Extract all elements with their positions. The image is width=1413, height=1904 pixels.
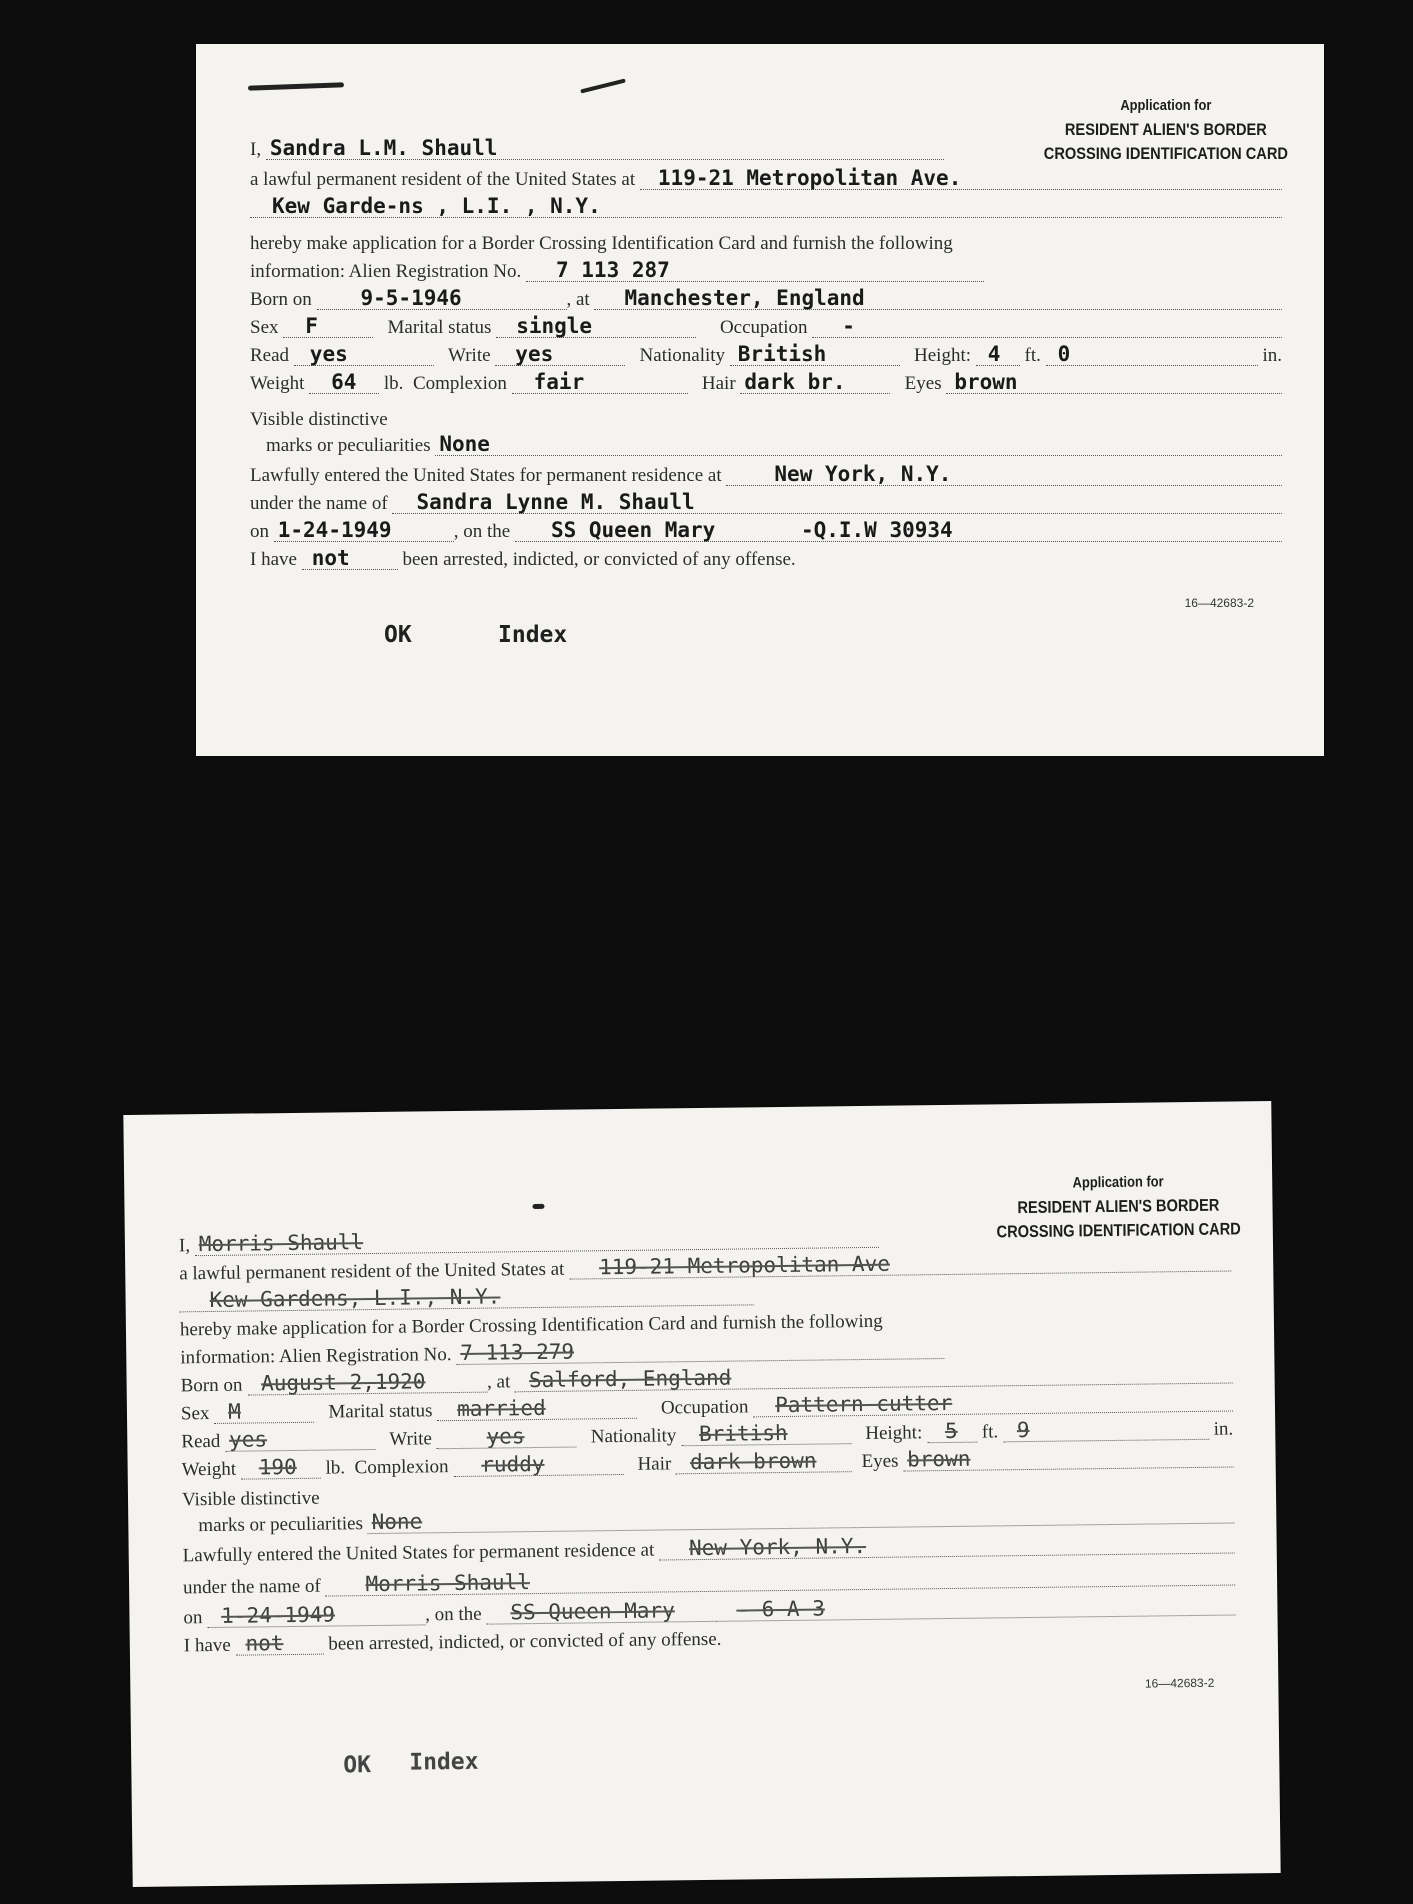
residence-line (250, 166, 1282, 194)
write-value: yes (495, 342, 625, 366)
entry-name: Morris Shaull (325, 1561, 1235, 1596)
label-under: under the name of (182, 1575, 321, 1599)
header-line-2: RESIDENT ALIEN'S BORDER (1017, 1195, 1220, 1218)
ship-name: SS Queen Mary (486, 1598, 716, 1625)
marks-line (266, 432, 1282, 460)
label-entered: Lawfully entered the United States for permanent residence at (182, 1539, 655, 1567)
label-visible: Visible distinctive (181, 1487, 320, 1511)
label-lb: lb. (383, 373, 404, 394)
weight-value: 190 (241, 1455, 321, 1480)
complexion: ruddy (453, 1451, 623, 1477)
entry-date: 1-24-1949 (207, 1601, 425, 1628)
label-weight: Weight (181, 1458, 237, 1481)
card-header (1044, 94, 1288, 166)
header-line-1: Application for (1072, 1173, 1164, 1192)
label-lb: lb. (325, 1457, 346, 1479)
alien-registration-number: 7 113 287 (526, 258, 984, 282)
read-value: yes (225, 1426, 375, 1452)
not-value: not (235, 1631, 323, 1656)
birthplace: Manchester, England (594, 286, 1282, 310)
entry-date: 1-24-1949 (274, 518, 454, 542)
address-line-2: Kew Garde-ns , L.I. , N.Y. (250, 194, 1282, 218)
sex-value: F (283, 314, 373, 338)
label-complexion: Complexion (354, 1456, 449, 1479)
application-card-morris (123, 1101, 1280, 1887)
address-line-2: Kew Gardens, L.I., N.Y. (179, 1281, 753, 1312)
ship-code: - 6 A 3 (716, 1591, 1235, 1621)
address-line-1: 119-21 Metropolitan Ave (569, 1248, 1231, 1280)
label-weight: Weight (250, 373, 305, 394)
label-have: I have (250, 549, 297, 570)
label-complexion: Complexion (412, 373, 507, 394)
label-height: Height: (865, 1422, 923, 1444)
marital-status: single (496, 314, 696, 338)
address-line (250, 194, 1282, 222)
application-line (250, 230, 1282, 258)
label-eyes: Eyes (904, 373, 942, 394)
height-inches: 0 (1046, 342, 1258, 366)
label-arrested: been arrested, indicted, or convicted of any offense. (402, 549, 796, 570)
label-sex: Sex (180, 1403, 210, 1425)
entry-place: New York, N.Y. (659, 1529, 1235, 1560)
nationality: British (730, 342, 900, 366)
label-read: Read (181, 1430, 221, 1453)
arrest-line (250, 546, 1282, 574)
eyes: brown (903, 1444, 1234, 1472)
index-stamp: Index (498, 622, 568, 648)
label-born-on: Born on (250, 289, 312, 310)
header-line-1: Application for (1120, 97, 1212, 114)
label-in: in. (1262, 345, 1282, 366)
header-line-2: RESIDENT ALIEN'S BORDER (1064, 120, 1267, 139)
entry-date-line (250, 518, 1282, 546)
nationality: British (681, 1420, 851, 1446)
label-registration: information: Alien Registration No. (180, 1344, 452, 1369)
height-inches: 9 (1003, 1416, 1209, 1443)
pen-mark (580, 78, 626, 93)
header-line-3: CROSSING IDENTIFICATION CARD (1043, 144, 1288, 163)
label-registration: information: Alien Registration No. (250, 261, 522, 282)
label-entered: Lawfully entered the United States for permanent residence at (250, 465, 722, 486)
label-under: under the name of (250, 493, 388, 514)
label-on-the: , on the (453, 521, 511, 542)
entry-line (250, 462, 1282, 490)
label-resident: a lawful permanent resident of the United States at (179, 1258, 565, 1285)
label-marital: Marital status (387, 317, 492, 338)
label-at: , at (566, 289, 590, 310)
label-resident: a lawful permanent resident of the United States at (250, 169, 636, 190)
occupation: - (812, 314, 1282, 338)
label-i: I, (178, 1235, 191, 1257)
label-marks: marks or peculiarities (198, 1513, 364, 1537)
ship-code: -Q.I.W 30934 (765, 518, 1282, 542)
label-write: Write (448, 345, 491, 366)
label-hair: Hair (701, 373, 736, 394)
label-write: Write (389, 1428, 432, 1450)
label-hair: Hair (637, 1453, 672, 1475)
application-card-sandra (196, 44, 1324, 756)
weight-value: 64 (309, 370, 379, 394)
registration-line (250, 258, 984, 286)
eyes: brown (946, 370, 1282, 394)
write-value: yes (436, 1424, 576, 1450)
ok-stamp: OK (343, 1752, 372, 1779)
label-arrested: been arrested, indicted, or convicted of any offense. (328, 1628, 722, 1655)
address-line-1: 119-21 Metropolitan Ave. (640, 166, 1282, 190)
card-header (996, 1169, 1241, 1244)
label-sex: Sex (250, 317, 279, 338)
height-feet: 4 (976, 342, 1020, 366)
label-marital: Marital status (328, 1400, 433, 1423)
ship-name: SS Queen Mary (515, 518, 765, 542)
under-name-line (250, 490, 1282, 518)
height-feet: 5 (927, 1419, 977, 1444)
label-on-the: , on the (425, 1603, 482, 1626)
weight-line (250, 370, 1282, 398)
complexion: fair (512, 370, 688, 394)
label-ft: ft. (981, 1421, 999, 1443)
date-of-birth: 9-5-1946 (317, 286, 567, 310)
index-stamp: Index (409, 1748, 479, 1776)
label-nationality: Nationality (639, 345, 726, 366)
birth-line (250, 286, 1282, 314)
label-visible: Visible distinctive (250, 409, 388, 430)
form-number: 16—42683-2 (1144, 1675, 1215, 1691)
label-on: on (250, 521, 269, 542)
sex-line (250, 314, 1282, 342)
label-i: I, (250, 139, 262, 160)
entry-name: Sandra Lynne M. Shaull (392, 490, 1282, 514)
pen-mark (532, 1204, 544, 1209)
name-line (250, 136, 944, 164)
label-height: Height: (914, 345, 972, 366)
marks-value: None (368, 1499, 1235, 1534)
label-read: Read (250, 345, 290, 366)
label-occupation: Occupation (719, 317, 808, 338)
pen-mark (248, 82, 344, 90)
read-line (250, 342, 1282, 370)
label-occupation: Occupation (660, 1396, 749, 1419)
label-born-on: Born on (180, 1374, 243, 1397)
label-ft: ft. (1024, 345, 1041, 366)
applicant-name: Sandra L.M. Shaull (266, 136, 944, 160)
label-at: , at (486, 1371, 511, 1393)
header-line-3: CROSSING IDENTIFICATION CARD (996, 1219, 1241, 1242)
applicant-name: Morris Shaull (195, 1224, 879, 1256)
label-nationality: Nationality (590, 1425, 677, 1448)
visible-line (250, 406, 1282, 434)
hair: dark brown (676, 1448, 852, 1474)
label-eyes: Eyes (861, 1450, 899, 1473)
label-marks: marks or peculiarities (266, 435, 431, 456)
label-apply: hereby make application for a Border Crossing Identification Card and furnish the following (250, 233, 953, 254)
birthplace: Salford, England (515, 1360, 1233, 1393)
label-in: in. (1213, 1418, 1234, 1440)
marks-value: None (435, 432, 1282, 456)
label-have: I have (183, 1634, 231, 1657)
sex-value: M (214, 1399, 314, 1424)
label-apply: hereby make application for a Border Crossing Identification Card and furnish the following (179, 1310, 883, 1341)
read-value: yes (294, 342, 434, 366)
ok-stamp: OK (384, 622, 412, 648)
hair: dark br. (740, 370, 890, 394)
label-on: on (183, 1607, 203, 1629)
date-of-birth: August 2,1920 (247, 1369, 487, 1396)
not-value: not (302, 546, 398, 570)
occupation: Pattern cutter (753, 1388, 1233, 1418)
entry-place: New York, N.Y. (726, 462, 1282, 486)
alien-registration-number: 7 113 279 (456, 1335, 944, 1365)
form-number: 16—42683-2 (1184, 596, 1254, 610)
marital-status: married (437, 1395, 637, 1421)
